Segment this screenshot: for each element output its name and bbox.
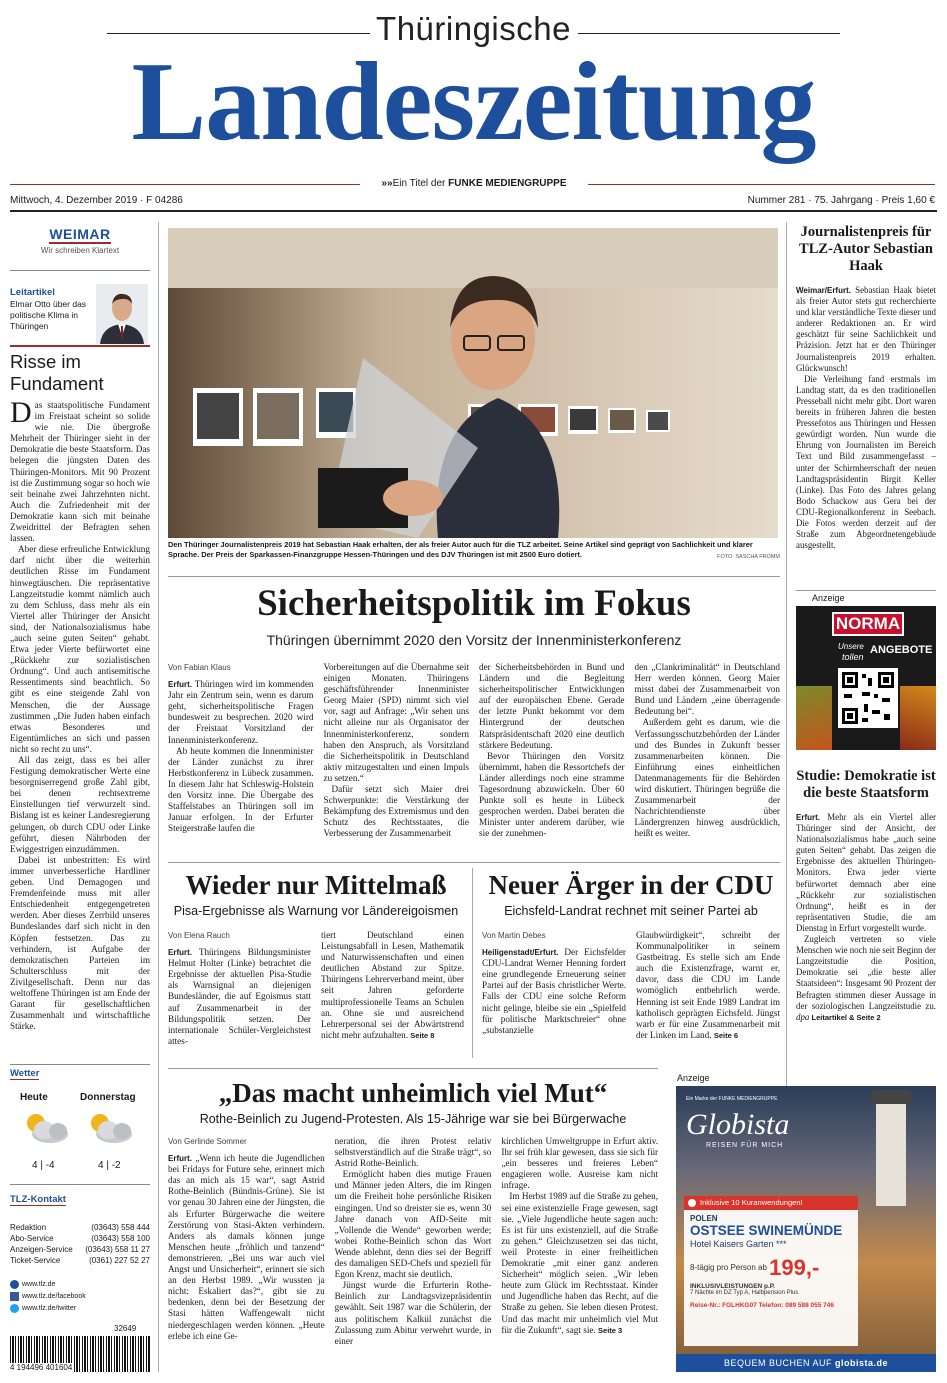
editorial-body [10,396,150,1032]
weather-today-temp: 4 | -4 [32,1160,55,1171]
offer-price: 199,- [769,1255,820,1280]
cdu-subtitle: Eichsfeld-Landrat rechnet mit seiner Partei ab [504,904,758,918]
author-portrait [96,284,148,344]
lead-col-2: Vorbereitungen auf die Übernahme seit einigen Monaten. Thüringens geschäftsführender Innenminister Georg Maier (SPD) nimmt sich viel vor, sagt auf Anfrage: „Wir sehen uns nicht alleine nur als Organisator der Innenministerkonferenz, sondern haben den Anspruch, als Vorsitzland die Sicherheitspolitik in Deutschland aktiv mitzugestalten und einen Impuls zu setzen.“ Dafür setzt sich Maier drei Schwerpunkte: die Verstärkung der Bekämpfung des Extremismus und den Schutz des Rechtsstaates, die Verbesserung der Zusammenarbeit [323,662,469,839]
brand-note: Ein Marke der FUNKE MEDIENGRUPPE [686,1096,778,1102]
globe-icon [10,1280,19,1289]
pisa-byline: Von Elena Rauch [168,931,230,940]
contact-row: Abo-Service (03643) 558 100 [10,1234,150,1243]
offer-region: POLEN [690,1214,718,1223]
travel-ad-label: Anzeige [677,1073,710,1083]
photo-caption [168,540,780,562]
barcode-number-top: 32649 [114,1324,137,1333]
leitartikel-teaser: Elmar Otto über das politische Klima in Thüringen [10,299,87,331]
globista-ad[interactable] [676,1086,936,1372]
cdu-byline: Von Martin Debes [482,931,546,940]
contact-row: Anzeigen-Service (03643) 558 11 27 [10,1245,150,1254]
editorial-p1: as staatspolitische Fundament im Freistaat scheint so solide wie nie. Die übergroße Mehrheit der Thüringer sieht in der Demokratie die beste Staatsform. Das belegen die jüngsten Daten des Thüringen-Monitors. Mit 90 Prozent ist die Zustimmung sogar so hoch wie seit beinahe zwei Jahrzehnten nicht. Auch die Zufriedenheit mit der Demokratie kann sich mit beinahe Zweidrittel der Befragten sehen lassen. [10,400,150,544]
norma-ad-label: Anzeige [812,593,845,603]
lead-title: Sicherheitspolitik im Fokus [257,583,691,624]
lead-article [168,582,780,840]
norma-line1: Unsere [838,642,864,651]
lead-col-3: der Sicherheitsbehörden in Bund und Ländern und die Begleitung sicherheitspolitischer Entwicklungen auf der europäischen Ebene. Gerade der letzte Punkt bekommt vor dem Hintergrund der deutschen Ratspräsidentschaft 2020 eine deutlich stärkere Bedeutung. Bevor Thüringen den Vorsitz übernimmt, haben die Ressortchefs der Länder allerdings noch eine stramme Tagesordnung abzuwickeln. Über 60 Punkte soll es heute in Lübeck gesprochen werden. Dabei beraten die Minister unter anderem darüber, wie sie der zunehmen- [479,662,625,839]
study-title: Studie: Demokratie ist die beste Staatsform [796,768,936,801]
cloudy-sun-icon [18,1108,74,1150]
youth-page-ref[interactable]: Seite 3 [598,1325,623,1335]
web-link[interactable]: www.tlz.de [10,1279,86,1291]
booking-cta[interactable]: BEQUEM BUCHEN AUF globista.de [676,1354,936,1372]
youth-article: „Das macht unheimlich viel Mut“ Rothe-Beinlich zu Jugend-Protesten. Als 15-Jährige war sie bei Bürgerwache Von Gerlinde Sommer Erfurt. „Wenn ich heute die Jugendlichen bei Fridays for Future sehe, erinnert mich das an mich als 15 war“, sagt Astrid Rothe-Beinlich (Bündnis-Grüne). Sie ist vor genau 30 Jahren eine der Jüngsten, die als Erfurter Bürgerwache die weitere Zerstörung von Stasi-Akten verhindern. Anders als damals können junge Menschen heute „fröhlich und tanzend“ demonstrieren. „Bei uns war auch viel Angst und Unsicherheit“, erinnert sie sich an den Herbst 1989. „Wir wussten ja nicht: Eskaliert das?“, gibt sie zu bedenken, denn bei der Besetzung der Stasi hätten Waffengewalt nicht niedergeschlagen werden können. „Heute erlebe ich eine Ge- neration, die ihren Protest relativ selbstverständlich auf die Straße trägt“, so Astrid Rothe-Beinlich. Ermöglicht haben dies mutige Frauen und Männer jeden Alters, die im Ringen um die Freiheit hohe persönliche Risiken eingingen. Und so dreister sie es, wenn 30 Jahre danach von AfD-Seite mit „Vollende die Wende“ geworben werde; wobei Rothe-Beinlich schon das Wort Wende ablehnt, denn dies sei der Begriff des damaligen SED-Chefs und speziell für Egon Krenz, macht sie deutlich. Jüngst wurde die Erfurterin Rothe-Beinlich zur Landtagsvizepräsidentin gewählt. Seit 1987 war die Schülerin, der aus politischem Kalkül zunächst die Zulassung zum Abitur verwehrt wurde, in einer kirchlichen Umweltgruppe in Erfurt aktiv. Ihr sei früh klar gewesen, dass sie sich für „ein besseres und freieres Leben“ engagieren wolle. Ausreise kam nicht infrage. Im Herbst 1989 auf die Straße zu gehen, sei eine existenzielle Frage gewesen, sagt sie. „Viele Jugendliche heute sagen auch: Es ist für uns existenziell, auf die Straße zu gehen.“ Gleichzusetzen sei das nicht, weil Proteste in einer freiheitlichen Demokratie „mit einer ganz anderen Sicherheit“ möglich seien. „Wir leben heute zum Glück im Rechtsstaat. Kinder und Jugendliche haben das Recht, auf die Straße zu gehen. Sie leben diesen Protest. Und das macht mir unheimlich viel Mut für die Zukunft“, sagt sie. Seite 3 [168,1078,659,1346]
contact-row: Ticket-Service (0361) 227 52 27 [10,1256,150,1265]
lighthouse-top [870,1090,912,1104]
youth-title: „Das macht unheimlich viel Mut“ [218,1078,608,1108]
contact-label: TLZ-Kontakt [10,1194,66,1205]
lead-subtitle: Thüringen übernimmt 2020 den Vorsitz der Innenministerkonferenz [266,632,682,648]
prize-p2: Die Verleihung fand erstmals im Landtag statt, da es den traditionellen Presseball nicht mehr gibt. Dort waren bereits in früheren Jahren die besten Pressefotos aus Thüringen und Hessen gewürdigt worden. Nun wurde die Ehrung von Journalisten im Bereich Text und Bild zusammengefasst – unter der Schirmherrschaft der neuen Landtagspräsidentin Birgit Keller (Linke). Das Foto des Jahres gelang Bodo Schackow aus Gera bei der CDU-Regionalkonferenz in Seebach. Die Fotos werden derzeit auf der Straße zum Abgeordnetengebäude ausgestellt. [796,373,936,551]
prize-article [796,224,936,551]
youth-byline: Von Gerlinde Sommer [168,1137,247,1146]
qr-code-icon [838,668,898,728]
prize-body [796,285,936,551]
editorial-p4: Dabei ist unbestritten: Es wird immer unverbesserliche Hardliner geben. Und Demagogen und Fremdenfeinde muss mit aller Entschiedenheit entgegengetreten werden. Aber dieses Zerrbild unseres Bundeslandes darf sich nicht in den Köpfen festsetzen. Das zu verhindern, ist Aufgabe der demokratischen Parteien im Schulterschluss mit der Zivilgesellschaft. Denn nur das weltoffene Thüringen ist am Ende der Garant für gesellschaftlichen Zusammenhalt und wirtschaftliche Stärke. [10,854,150,1032]
promo-banner: Inklusive 10 Kuranwendungen! [684,1196,858,1210]
masthead [0,0,947,210]
masthead-top: Thüringische [376,10,571,47]
weather-label: Wetter [10,1068,40,1079]
facebook-icon [10,1292,19,1301]
offer-city: OSTSEE SWINEMÜNDE [690,1223,843,1238]
date-line: Mittwoch, 4. Dezember 2019 · F 04286 [10,195,183,206]
cloudy-sun-icon-tomorrow [82,1108,138,1150]
tagline: »»Ein Titel der FUNKE MEDIENGRUPPE [381,178,567,189]
city-badge [10,224,150,255]
weather-tomorrow-temp: 4 | -2 [98,1160,121,1171]
city-sub: Wir schreiben Klartext [40,246,120,255]
pisa-page-ref[interactable]: Seite 8 [410,1030,435,1040]
inclusions-label: INKLUSIVLEISTUNGEN p.P. [690,1283,776,1290]
editorial-title: Risse im Fundament [10,351,104,394]
twitter-link[interactable]: www.tlz.de/twitter [10,1303,86,1315]
leitartikel-label: Leitartikel [10,287,55,298]
norma-line2: tollen [842,652,864,662]
weather-tomorrow-label: Donnerstag [80,1092,136,1103]
globista-logo: Globista [686,1108,790,1141]
web-links [10,1279,86,1315]
lead-byline: Von Fabian Klaus [168,663,231,672]
produce-decoration-right [900,686,936,750]
prize-dateline: Weimar/Erfurt. [796,286,851,295]
norma-ad[interactable] [796,606,936,750]
prize-title: Journalistenpreis für TLZ-Autor Sebastian Haak [799,224,933,274]
editorial-p2: Aber diese erfreuliche Entwicklung darf nicht über die weiterhin deutlichen Risse im Fundament hinwegtäuschen. Die repräsentative Langzeitstudie kommt nämlich auch zu dem Schluss, dass mehr als ein Viertel aller Thüringer der Ansicht sind, der Nationalsozialismus habe „auch seine guten Seiten“ gehabt. Etwa jeder Vierte befürwortet eine „Rückkehr zur sozialistischen Ordnung“. Und auch antisemitische Ressentiments sind beachtlich. So gibt es eine steigende Zahl von Menschen, die der Aussage zustimmen „Die Juden haben einfach etwas Besonderes und Eigentümliches an sich und passen nicht so recht zu uns“. [10,544,150,754]
produce-decoration [796,686,832,750]
offer-box [684,1210,858,1346]
tagline-pre: Ein Titel der [392,178,446,189]
norma-line3: ANGEBOTE [870,644,933,656]
study-article [796,768,936,1023]
lead-dateline: Erfurt. [168,680,192,690]
lead-col-4: den „Clankriminalität“ in Deutschland Herr werden können. Georg Maier misst dabei der Zusammenarbeit von Bund und Ländern „eine überragende Bedeutung bei“. Außerdem geht es darum, wie die Verfassungsschutzbehörden der Länder und des Bundes in Zukunft besser zusammenarbeiten können. Die Einführung eines einheitlichen Datenmanagements für die Behörden wird diskutiert. Thüringen begrüße die Zusammenarbeit der Nachrichtendienste über Ländergrenzen hinweg ausdrücklich, heißt es weiter. [634,662,780,839]
twitter-icon [10,1304,19,1313]
prize-p1: Sebastian Haak bietet als freier Autor stets gut recherchierte und klar verständliche Texte dieser und anderer Redaktionen an. Er wird geschätzt für seine Sachlichkeit und Präzision. Jetzt hat er den Thüringer Journalistenpreis 2019 erhalten. Glückwunsch! [796,285,936,373]
pisa-subtitle: Pisa-Ergebnisse als Warnung vor Ländereigoismen [173,904,459,918]
contact-list [10,1222,150,1266]
editorial-p3: All das zeigt, dass es bei aller Festigung demokratischer Werte eine besorgniserregend große Zahl gibt, bei denen rechtsextreme Einstellungen tief verwurzelt sind. Bislang ist es keiner Landesregierung gelungen, ob durch CDU oder Linke geführt, diesen Nährboden der Ewiggestrigen einzudämmen. [10,755,150,854]
lead-col-1: Von Fabian Klaus Erfurt. Thüringen wird im kommenden Jahr ein Zentrum sein, wenn es darum geht, sicherheitspolitische Fragen bundesweit zu besprechen. 2020 wird der Freistaat Vorsitzland der Innenministerkonferenz. Ab heute kommen die Innenminister der Länder zunächst zu ihrer Herbstkonferenz in Lübeck zusammen. In diesem Jahr hat Schleswig-Holstein den Vorsitz inne. Die Übergabe des Staffelstabes an Thüringen soll im Januar erfolgen. In der Erfurter Steigerstraße laufen die [168,663,314,834]
facebook-link[interactable]: www.tlz.de/facebook [10,1291,86,1303]
study-body: Erfurt. Mehr als ein Viertel aller Thüringer sind der Ansicht, der Nationalsozialismus habe „auch seine guten Seiten“ gehabt. Das zeigen die Ergebnisse des aktuellen Thüringen-Monitors. Etwa jeder vierte befürwortet demnach aber eine „Rückkehr zur sozialistischen Ordnung“, heißt es in der repräsentativen Studie, die am Dienstag in Erfurt vorgestellt wurde. Zugleich vertreten so viele Menschen wie noch nie seit Beginn der Langzeitstudie die Position, Demokratie sei „die beste aller Staatsideen“: Insgesamt 90 Prozent der Befragten stimmen dieser Aussage in der soziologischen Langzeitstudie zu. dpa Leitartikel & Seite 2 [796,812,937,1022]
tagline-brand: FUNKE MEDIENGRUPPE [448,178,567,189]
pisa-title: Wieder nur Mittelmaß [185,870,447,900]
photo-caption-text: Den Thüringer Journalistenpreis 2019 hat Sebastian Haak erhalten, der als freier Autor auch für die TLZ arbeitet. Seine Artikel sind geprägt von Sachlichkeit und klarer Sprache. Der Preis der Sparkassen-Finanzgruppe Hessen-Thüringen und des DJV Thüringen ist mit 2500 Euro dotiert. [168,540,753,559]
inclusion-item: 7 Nächte im DZ Typ A, Halbpension Plus [690,1290,799,1296]
award-photo [168,228,778,538]
booking-hotline[interactable]: Reise-Nr.: FGLHKG07 Telefon: 089 588 055 746 [690,1302,835,1309]
contact-row: Redaktion (03643) 558 444 [10,1223,150,1232]
offer-hotel: Hotel Kaisers Garten *** [690,1239,787,1249]
city-name: WEIMAR [49,226,111,242]
check-icon [688,1199,696,1207]
study-agency: dpa [796,1011,810,1022]
globista-sub: REISEN FÜR MICH [706,1142,784,1149]
lighthouse [876,1096,906,1206]
masthead-title: Landeszeitung [131,40,816,164]
barcode-number: 4 194496 401604 [10,1363,73,1372]
left-sidebar [10,224,150,1376]
pisa-article: Wieder nur Mittelmaß Pisa-Ergebnisse als Warnung vor Ländereigoismen Von Elena Rauch Erfurt. Thüringens Bildungsminister Helmut Holter (Linke) betrachtet die Ergebnisse der aktuellen Pisa-Studie als Warnsignal an diejenigen Bundesländer, die auf Egoismus statt auf Zusammenarbeit in der Bildungspolitik setzen. Der internationale Schüler-Vergleichstest attes- tiert Deutschland einen Leistungsabfall in Lesen, Mathematik und Naturwissenschaften und einen deutlichen Abstand zur Spitze. Thüringens Lehrerverband meint, über seit Jahren geforderte multiprofessionelle Teams an Schulen an. Ohne sie und ausreichend Lehrerpersonal sei der Abwärtstrend nicht mehr aufzuhalten. Seite 8 [168,870,464,1046]
cdu-article: Neuer Ärger in der CDU Eichsfeld-Landrat rechnet mit seiner Partei ab Von Martin Debes Heiligenstadt/Erfurt. Der Eichsfelder CDU-Landrat Werner Henning fordert eine grundlegende Erneuerung seiner Partei auf der Basis christlicher Werte. Falls der CDU eine solche Reform nicht gelinge, bleibe sie ein „Spielfeld für politische Marktschreier“ ohne „substanzielle Glaubwürdigkeit“, schreibt der Kommunalpolitiker in seinem Gastbeitrag. Es stelle sich am Ende auch die Existenzfrage, warnt er, davor, dass die CDU im Lande womöglich entbehrlich werde. Henning ist seit Ende 1989 Landrat im katholisch geprägten Eichsfeld. Jüngst warb er für eine Zusammenarbeit mit der Linken im Land. Seite 6 [482,870,780,1040]
weather-today-label: Heute [20,1092,48,1103]
norma-logo: NORMA [832,612,904,636]
youth-subtitle: Rothe-Beinlich zu Jugend-Protesten. Als 15-Jährige war sie bei Bürgerwache [199,1112,627,1126]
price-note: 8-tägig pro Person ab [690,1263,767,1273]
booking-url: globista.de [835,1358,889,1368]
issue-line: Nummer 281 · 75. Jahrgang · Preis 1,60 € [747,195,935,206]
photo-credit: FOTO: SASCHA FROMM [717,554,780,560]
dropcap: D [10,396,32,429]
cdu-title: Neuer Ärger in der CDU [488,870,774,900]
cdu-page-ref[interactable]: Seite 6 [713,1030,739,1040]
study-page-ref[interactable]: Leitartikel & Seite 2 [811,1012,881,1022]
